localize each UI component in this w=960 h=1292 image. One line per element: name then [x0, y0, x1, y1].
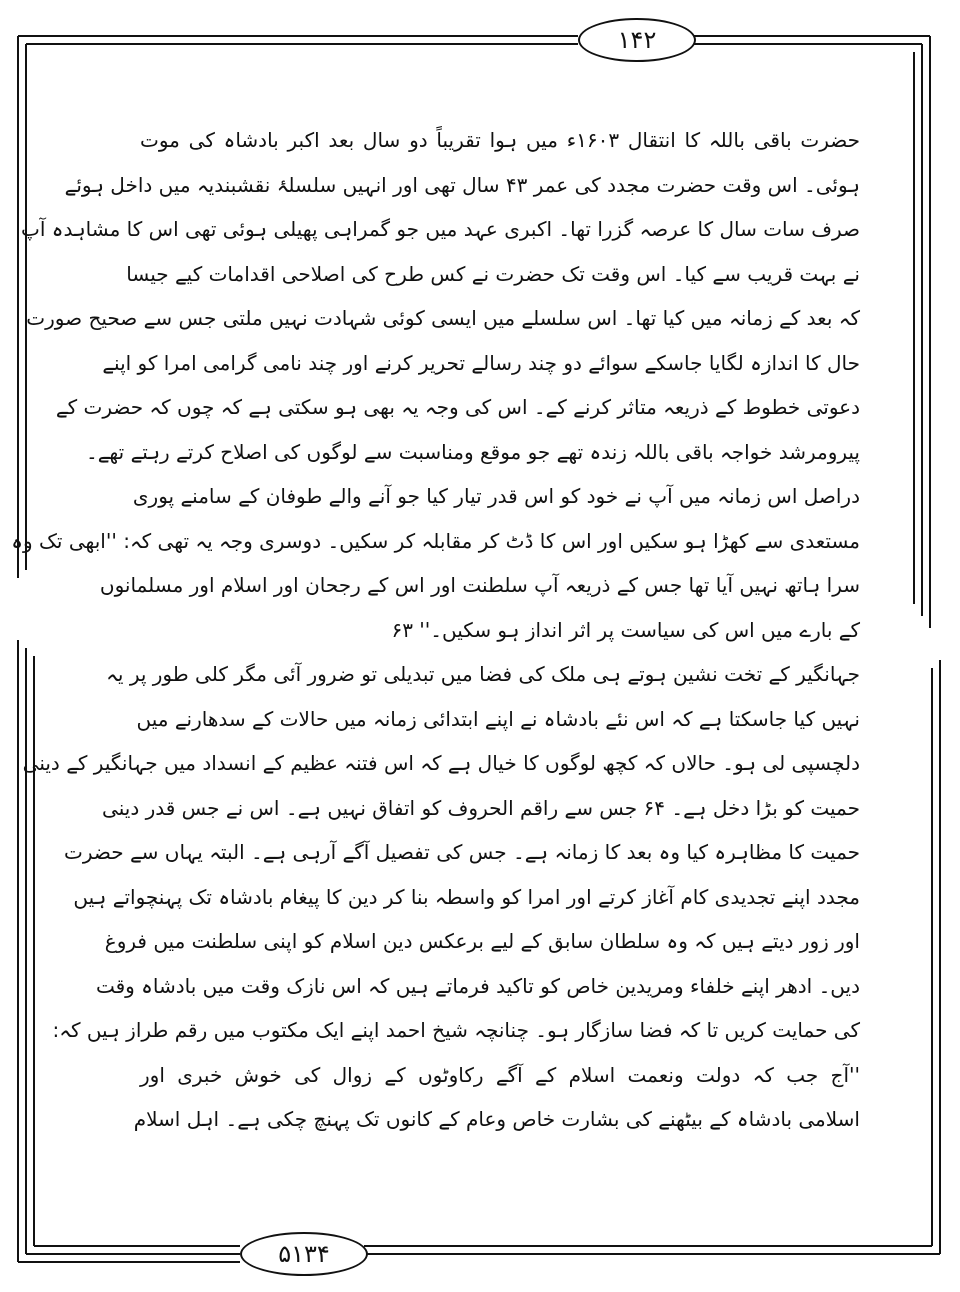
text-line: حال کا اندازہ لگایا جاسکے سوائے دو چند رسالے تحریر کرنے اور چند نامی گرامی امرا کو اپنے — [102, 350, 860, 375]
text-line: کے بارے میں اس کی سیاست پر اثر انداز ہو سکیں۔'' ۶۳ — [391, 617, 860, 642]
text-line: پیرومرشد خواجہ باقی باللہ زندہ تھے جو موقع ومناسبت سے لوگوں کی اصلاح کرتے رہتے تھے۔ — [85, 439, 860, 464]
text-line: صرف سات سال کا عرصہ گزرا تھا۔ اکبری عہد میں جو گمراہی پھیلی ہوئی تھی اس کا مشاہدہ آپ — [21, 217, 860, 241]
text-line: نہیں کیا جاسکتا ہے کہ اس نئے بادشاہ نے اپنے ابتدائی زمانہ میں حالات کے سدھارنے میں — [136, 706, 860, 731]
text-line: مجدد اپنے تجدیدی کام آغاز کرتے اور امرا کو واسطہ بنا کر دین کا پیغام بادشاہ تک پہنچواتے ہیں — [73, 884, 860, 909]
text-line: کہ بعد کے زمانہ میں کیا تھا۔ اس سلسلے میں ایسی کوئی شہادت نہیں ملتی جس سے صحیح صورت — [26, 306, 860, 330]
text-line: مستعدی سے کھڑا ہو سکیں اور اس کا ڈٹ کر مقابلہ کر سکیں۔ دوسری وجہ یہ تھی کہ: ''ابھی تک وہ — [11, 528, 860, 553]
text-line: ''آج جب کہ دولت ونعمت اسلام کے آگے رکاوٹوں کے زوال کی خوش خبری اور — [140, 1062, 860, 1087]
text-line: ہوئی۔ اس وقت حضرت مجدد کی عمر ۴۳ سال تھی اور انہیں سلسلۂ نقشبندیہ میں داخل ہوئے — [64, 172, 860, 197]
text-line: حمیت کا مظاہرہ کیا وہ بعد کا زمانہ ہے۔ جس کی تفصیل آگے آرہی ہے۔ البتہ یہاں سے حضرت — [64, 840, 860, 864]
body-text — [11, 118, 860, 1142]
text-line: حضرت باقی باللہ کا انتقال ۱۶۰۳ء میں ہوا تقریباً دو سال بعد اکبر بادشاہ کی موت — [140, 128, 860, 152]
page-number-top: ۱۴۲ — [578, 18, 696, 62]
text-line: اسلامی بادشاہ کے بیٹھنے کی بشارت خاص وعام کے کانوں تک پہنچ چکی ہے۔ اہل اسلام — [133, 1107, 860, 1131]
page-number-bottom: ۵۱۳۴ — [240, 1232, 368, 1276]
text-line: دیں۔ ادھر اپنے خلفاء ومریدین خاص کو تاکید فرماتے ہیں کہ اس نازک وقت میں بادشاہ وقت — [95, 973, 860, 998]
text-line: دلچسپی لی ہو۔ حالاں کہ کچھ لوگوں کا خیال ہے کہ اس فتنہ عظیم کے انسداد میں جہانگیر کے دینی — [22, 751, 860, 775]
text-line: دراصل اس زمانہ میں آپ نے خود کو اس قدر تیار کیا جو آنے والے طوفان کے سامنے پوری — [132, 484, 860, 508]
text-line: دعوتی خطوط کے ذریعہ متاثر کرنے کے۔ اس کی وجہ یہ بھی ہو سکتی ہے کہ چوں کہ حضرت کے — [55, 395, 860, 419]
text-line: اور زور دیتے ہیں کہ وہ سلطان سابق کے لیے برعکس دین اسلام کو اپنی سلطنت میں فروغ — [104, 929, 860, 953]
text-line: جہانگیر کے تخت نشین ہوتے ہی ملک کی فضا میں تبدیلی تو ضرور آئی مگر کلی طور پر یہ — [106, 662, 860, 686]
text-line: نے بہت قریب سے کیا۔ اس وقت تک حضرت نے کس طرح کی اصلاحی اقدامات کیے جیسا — [126, 261, 860, 286]
text-line: کی حمایت کریں تا کہ فضا سازگار ہو۔ چنانچہ شیخ احمد اپنے ایک مکتوب میں رقم طراز ہیں کہ: — [52, 1018, 860, 1042]
text-line: حمیت کو بڑا دخل ہے۔ ۶۴ جس سے راقم الحروف کو اتفاق نہیں ہے۔ اس نے جس قدر دینی — [102, 795, 860, 820]
text-line: سرا ہاتھ نہیں آیا تھا جس کے ذریعہ آپ سلطنت اور اس کے رجحان اور اسلام اور مسلمانوں — [99, 573, 860, 597]
